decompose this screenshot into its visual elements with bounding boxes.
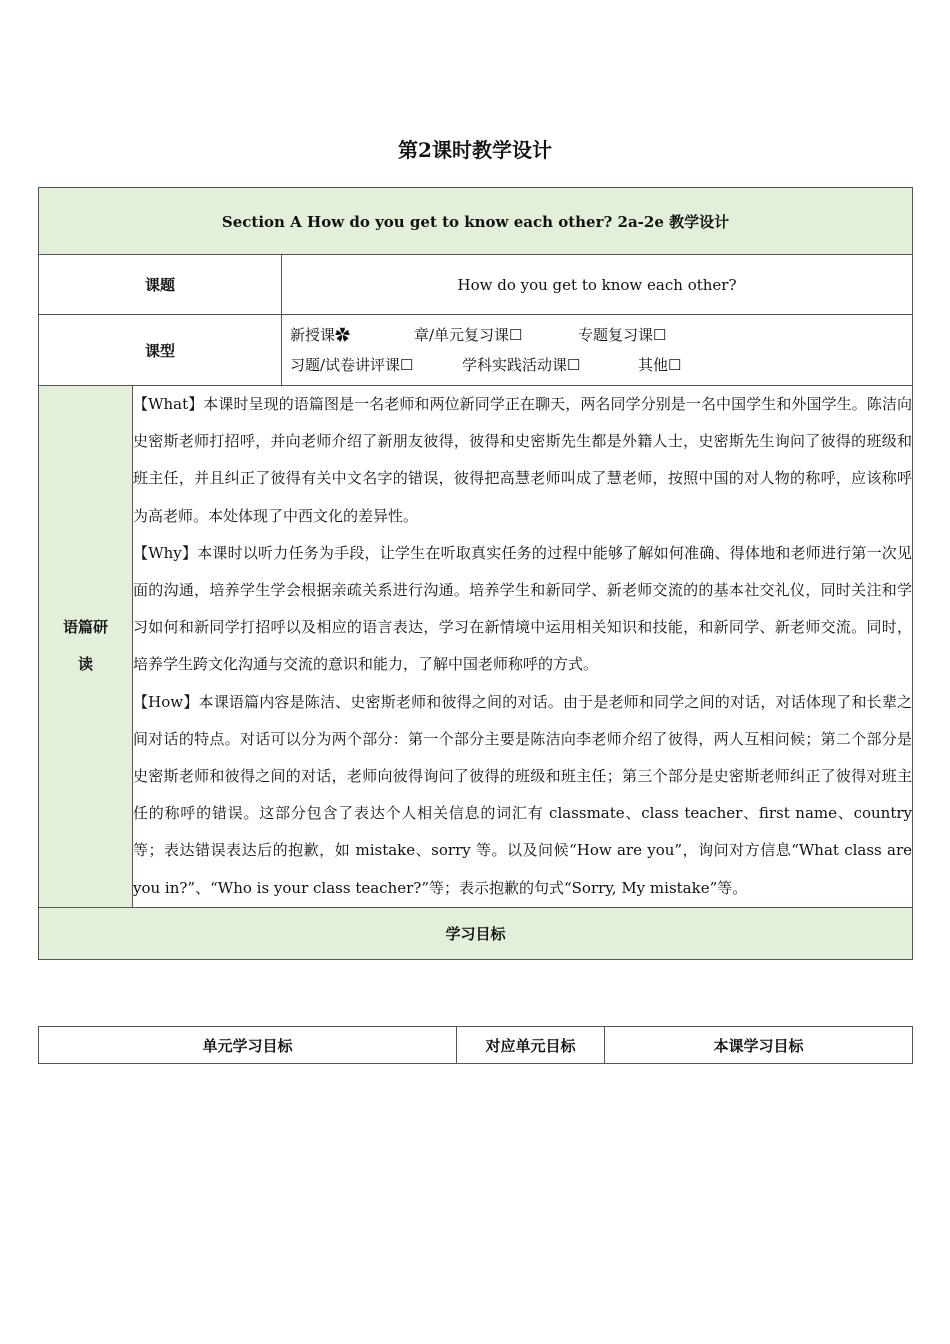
- reading-label-line2: 读: [77, 655, 93, 674]
- type-option-unit-review[interactable]: 章/单元复习课☐: [414, 326, 523, 344]
- topic-value: How do you get to know each other?: [282, 255, 913, 315]
- topic-label: 课题: [39, 255, 282, 315]
- reading-what: 【What】本课时呈现的语篇图是一名老师和两位新同学正在聊天，两名同学分别是一名中国学生和外国学生。陈洁向史密斯老师打招呼，并向老师介绍了新朋友彼得，彼得和史密斯先生都是外籍人士，史密斯先生询问了彼得的班级和班主任，并且纠正了彼得有关中文名字的错误，彼得把高慧老师叫成了慧老师，按照中国的对人物的称呼，应该称呼为高老师。本处体现了中西文化的差异性。: [133, 395, 913, 525]
- lesson-type-label: 课型: [39, 315, 282, 386]
- type-option-other[interactable]: 其他☐: [638, 356, 682, 374]
- lesson-type-options: [282, 315, 913, 386]
- goals-table: [38, 1026, 913, 1064]
- reading-label: [39, 386, 133, 908]
- type-option-exercise[interactable]: 习题/试卷讲评课☐: [290, 356, 414, 374]
- reading-analysis: [133, 386, 913, 908]
- reading-how: 【How】本课语篇内容是陈洁、史密斯老师和彼得之间的对话。由于是老师和同学之间的对话，对话体现了和长辈之间对话的特点。对话可以分为两个部分：第一个部分主要是陈洁向李老师介绍了彼得，两人互相问候；第二个部分是史密斯老师和彼得之间的对话，老师向彼得询问了彼得的班级和班主任；第三个部分是史密斯老师纠正了彼得对班主任的称呼的错误。这部分包含了表达个人相关信息的词汇有 classmate、class teacher、first name、country 等；表达错误表达后的抱歉，如 mistake、sorry 等。以及问候“How are you”，询问对方信息“What class are you in?”、“Who is your class teacher?”等；表示抱歉的句式“Sorry, My mistake”等。: [133, 692, 913, 897]
- reading-label-line1: 语篇研: [62, 618, 108, 637]
- page-title: 第2课时教学设计: [398, 138, 552, 162]
- goals-header: 学习目标: [39, 907, 913, 959]
- type-option-practice[interactable]: 学科实践活动课☐: [462, 356, 581, 374]
- type-option-topic-review[interactable]: 专题复习课☐: [578, 326, 667, 344]
- type-option-new[interactable]: 新授课✿: [290, 326, 351, 344]
- goals-col-corresponding: 对应单元目标: [457, 1027, 605, 1064]
- goals-col-lesson: 本课学习目标: [605, 1027, 913, 1064]
- table-header: Section A How do you get to know each other? 2a-2e 教学设计: [39, 188, 913, 255]
- lesson-design-table: [38, 187, 913, 960]
- reading-why: 【Why】本课时以听力任务为手段，让学生在听取真实任务的过程中能够了解如何准确、得体地和老师进行第一次见面的沟通，培养学生学会根据亲疏关系进行沟通。培养学生和新同学、新老师交流的的基本社交礼仪，同时关注和学习如何和新同学打招呼以及相应的语言表达，学习在新情境中运用相关知识和技能，和新同学、新老师交流。同时，培养学生跨文化沟通与交流的意识和能力，了解中国老师称呼的方式。: [133, 543, 913, 674]
- goals-col-unit: 单元学习目标: [39, 1027, 457, 1064]
